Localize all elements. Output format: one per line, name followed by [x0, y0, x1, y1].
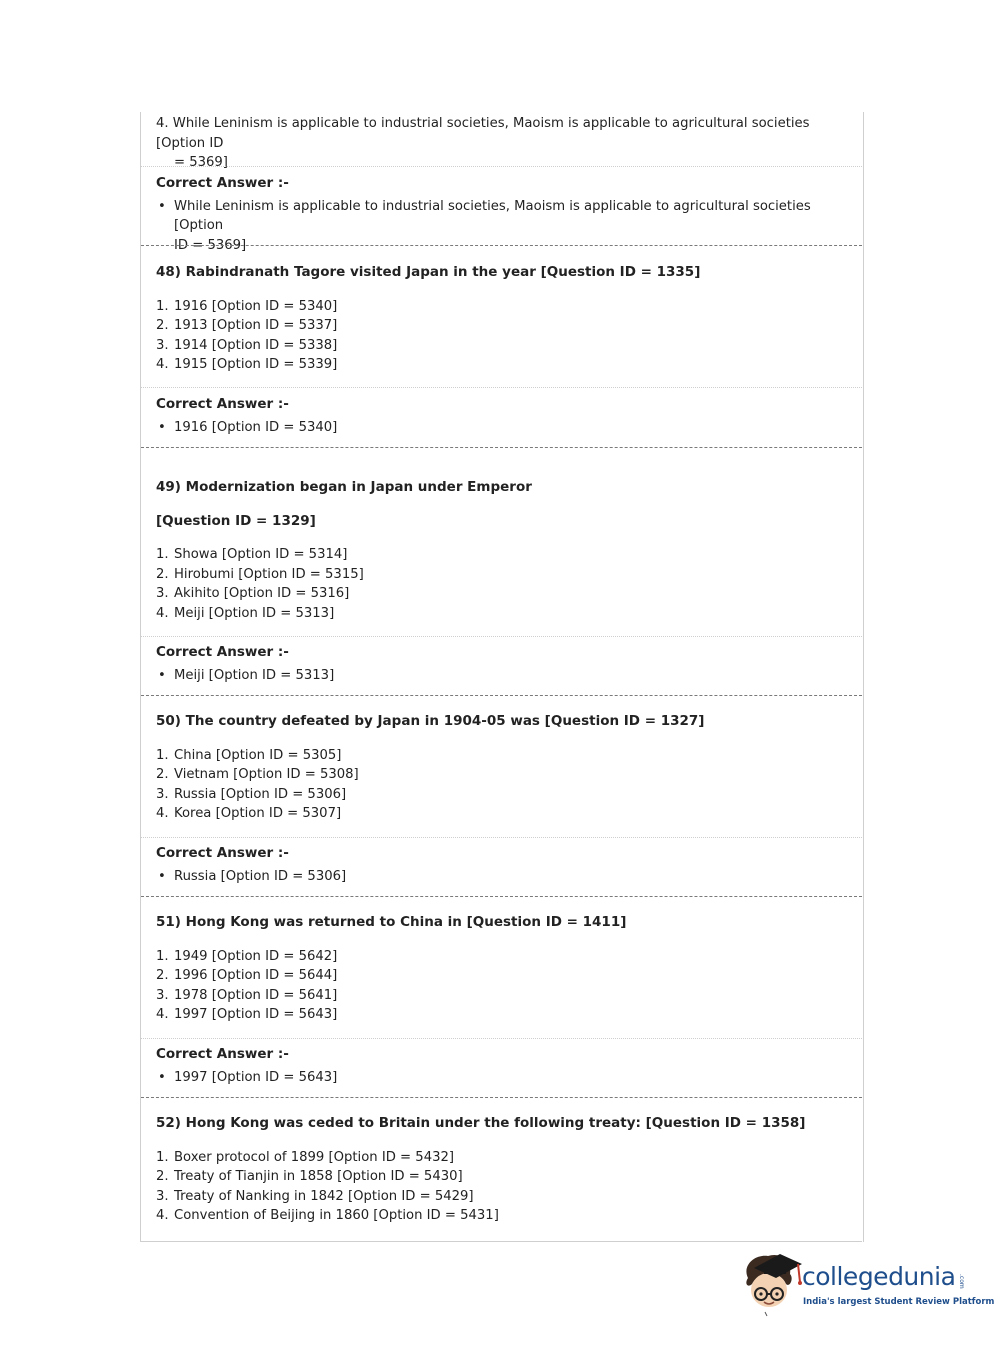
- answer-item: [174, 197, 846, 256]
- question-51: [156, 913, 846, 1025]
- logo-tagline: India's largest Student Review Platform: [803, 1297, 995, 1307]
- option-item: 1. 1916 [Option ID = 5340]: [156, 298, 338, 314]
- answer-list: [156, 418, 846, 438]
- correct-answer-label: Correct Answer :-: [156, 175, 289, 191]
- option-item: 4. Meiji [Option ID = 5313]: [156, 605, 335, 621]
- answer-list: [156, 1068, 846, 1088]
- question-divider: [141, 447, 862, 448]
- answer-text-line1: While Leninism is applicable to industrial societies, Maoism is applicable to agricultural societies [Option: [174, 198, 811, 233]
- separator: [141, 166, 862, 167]
- question-50-title: 50) The country defeated by Japan in 1904-05 was [Question ID = 1327]: [156, 713, 705, 729]
- option-item: 4. 1997 [Option ID = 5643]: [156, 1007, 338, 1022]
- option-item: 2. Vietnam [Option ID = 5308]: [156, 767, 359, 782]
- option-item: 3. Russia [Option ID = 5306]: [156, 786, 347, 802]
- option-item: 2. 1996 [Option ID = 5644]: [156, 968, 338, 983]
- question-51-options: [156, 947, 846, 1025]
- answer-list: [156, 666, 846, 686]
- question-divider: [141, 896, 862, 897]
- q49-correct-answer: [156, 643, 846, 685]
- separator: [141, 387, 862, 388]
- question-51-title: 51) Hong Kong was returned to China in [Question ID = 1411]: [156, 914, 627, 930]
- question-52-options: [156, 1148, 846, 1226]
- question-50-options: [156, 746, 846, 824]
- option-item: 2. Hirobumi [Option ID = 5315]: [156, 566, 364, 582]
- q47-option-4-cont: = 5369]: [174, 155, 228, 170]
- question-50: [156, 712, 846, 824]
- option-item: 2. Treaty of Tianjin in 1858 [Option ID = 5430]: [156, 1169, 463, 1184]
- q48-correct-answer: [156, 395, 846, 437]
- option-item: 1. China [Option ID = 5305]: [156, 747, 342, 763]
- question-divider: [141, 245, 862, 246]
- question-48-title: 48) Rabindranath Tagore visited Japan in the year [Question ID = 1335]: [156, 264, 701, 280]
- q47-correct-answer: [156, 174, 846, 255]
- question-divider: [141, 1097, 862, 1098]
- question-49-title: 49) Modernization began in Japan under Emperor: [156, 479, 532, 495]
- question-52: [156, 1114, 846, 1226]
- question-48: [156, 263, 846, 375]
- option-item: 4. Korea [Option ID = 5307]: [156, 806, 342, 821]
- frame-bottom-border: [140, 1241, 862, 1242]
- question-49-id: [Question ID = 1329]: [156, 512, 316, 529]
- answer-item: • 1997 [Option ID = 5643]: [174, 1068, 846, 1088]
- option-item: 1. 1949 [Option ID = 5642]: [156, 948, 338, 964]
- option-item: 1. Showa [Option ID = 5314]: [156, 547, 348, 562]
- option-item: 3. Treaty of Nanking in 1842 [Option ID = 5429]: [156, 1188, 474, 1204]
- correct-answer-label: Correct Answer :-: [156, 396, 289, 412]
- question-48-options: [156, 297, 846, 375]
- option-item: 1. Boxer protocol of 1899 [Option ID = 5432]: [156, 1149, 455, 1165]
- logo-com: .com: [958, 1274, 965, 1289]
- answer-text-line2: ID = 5369]: [174, 237, 247, 253]
- option-item: 4. Convention of Beijing in 1860 [Option ID = 5431]: [156, 1208, 499, 1223]
- correct-answer-label: Correct Answer :-: [156, 1046, 289, 1062]
- q50-correct-answer: [156, 844, 846, 886]
- answer-item: • Russia [Option ID = 5306]: [174, 867, 846, 887]
- logo-wordmark: collegedunia: [802, 1262, 956, 1291]
- option-item: 2. 1913 [Option ID = 5337]: [156, 318, 338, 333]
- answer-item: • 1916 [Option ID = 5340]: [174, 418, 846, 438]
- question-52-title: 52) Hong Kong was ceded to Britain under the following treaty: [Question ID = 1358]: [156, 1115, 806, 1131]
- option-item: 3. Akihito [Option ID = 5316]: [156, 586, 350, 601]
- correct-answer-label: Correct Answer :-: [156, 845, 289, 861]
- option-item: 3. 1978 [Option ID = 5641]: [156, 987, 338, 1003]
- option-item: 4. 1915 [Option ID = 5339]: [156, 357, 338, 372]
- question-49: [156, 478, 846, 623]
- q51-correct-answer: [156, 1045, 846, 1087]
- answer-list: [156, 197, 846, 256]
- separator: [141, 1038, 862, 1039]
- answer-item: • Meiji [Option ID = 5313]: [174, 666, 846, 686]
- question-49-options: [156, 545, 846, 623]
- option-item: 3. 1914 [Option ID = 5338]: [156, 337, 338, 353]
- answer-list: [156, 867, 846, 887]
- separator: [141, 837, 862, 838]
- collegedunia-mascot-icon: [740, 1248, 802, 1318]
- separator: [141, 636, 862, 637]
- q47-option-4: [156, 114, 846, 173]
- question-divider: [141, 695, 862, 696]
- q47-option-4-text: 4. While Leninism is applicable to industrial societies, Maoism is applicable to agricultural societies [Option ID: [156, 116, 810, 151]
- correct-answer-label: Correct Answer :-: [156, 644, 289, 660]
